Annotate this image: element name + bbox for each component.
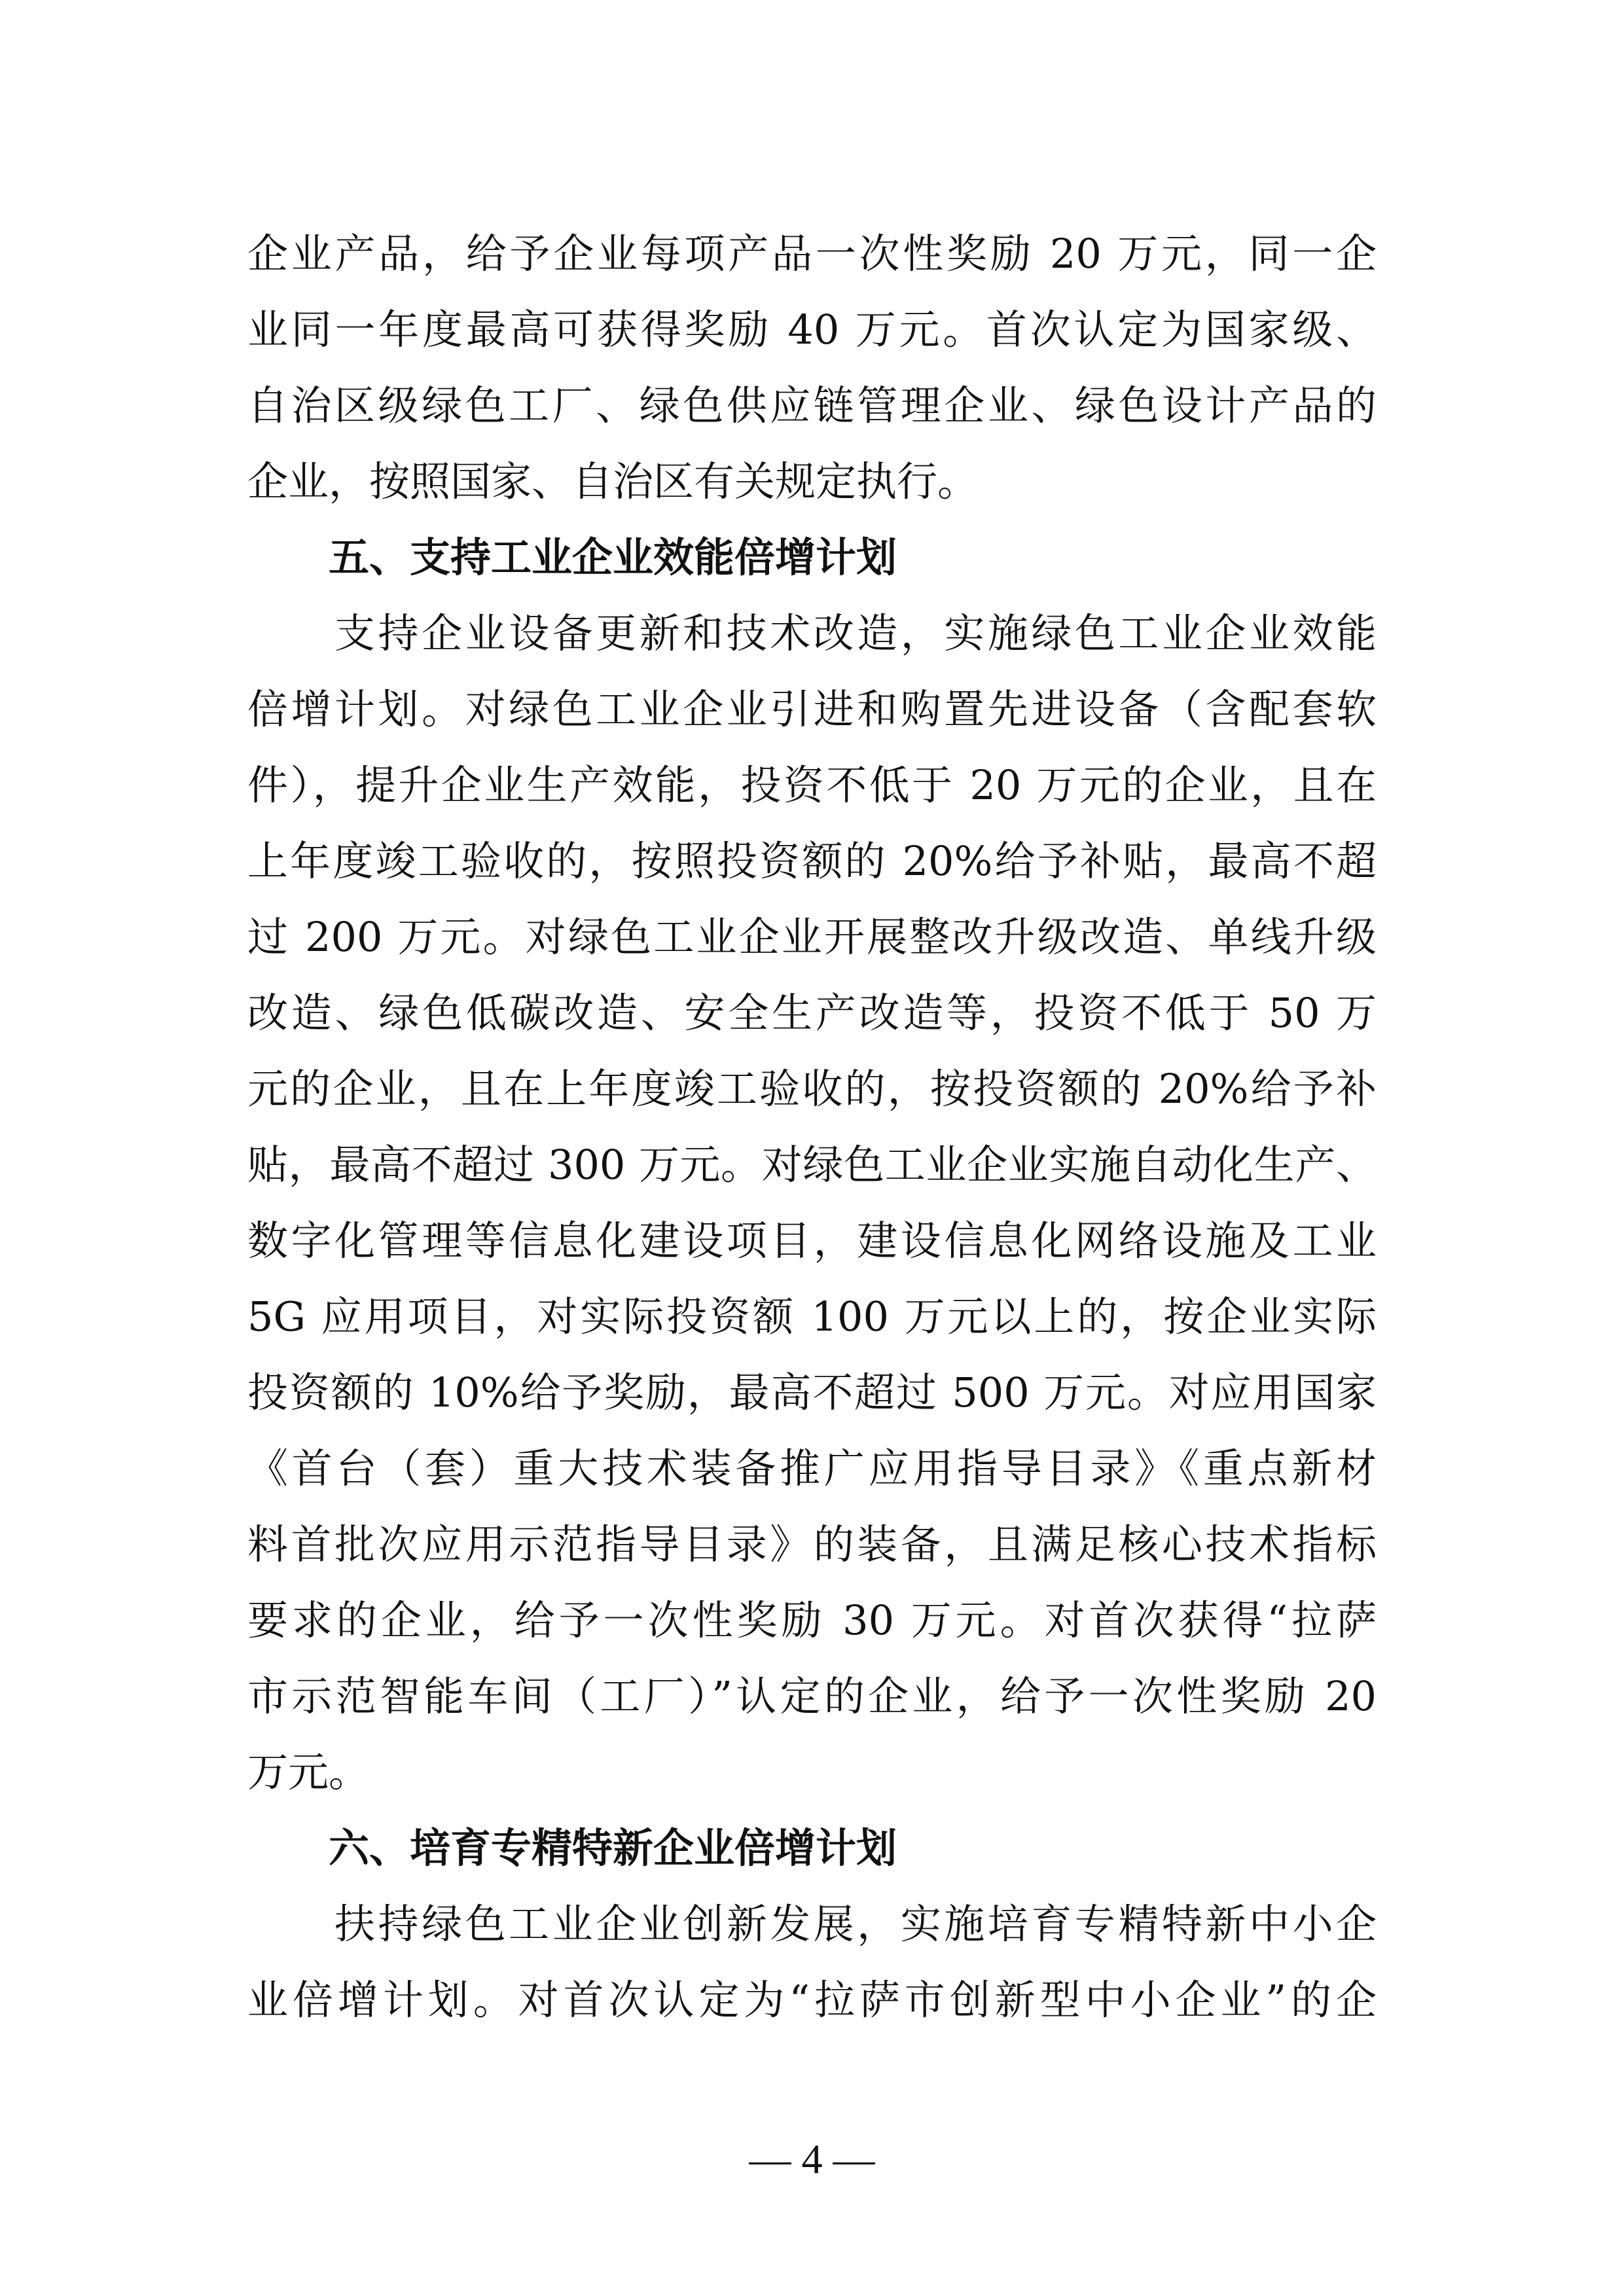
paragraph-line: 倍增计划。对绿色工业企业引进和购置先进设备（含配套软 [247, 685, 1377, 733]
paragraph-line: 件），提升企业生产效能，投资不低于 20 万元的企业，且在 [247, 761, 1377, 809]
paragraph-line: 上年度竣工验收的，按照投资额的 20%给予补贴，最高不超 [247, 837, 1377, 885]
paragraph-line: 贴，最高不超过 300 万元。对绿色工业企业实施自动化生产、 [247, 1141, 1377, 1189]
paragraph-line: 支持企业设备更新和技术改造，实施绿色工业企业效能 [247, 609, 1377, 657]
continuation-paragraph [247, 216, 1377, 520]
paragraph-line: 数字化管理等信息化建设项目，建设信息化网络设施及工业 [247, 1217, 1377, 1265]
page-number: — 4 — [749, 2136, 875, 2182]
paragraph-line: 要求的企业，给予一次性奖励 30 万元。对首次获得“拉萨 [247, 1596, 1377, 1644]
section-5-paragraph [247, 596, 1377, 1810]
paragraph-line: 自治区级绿色工厂、绿色供应链管理企业、绿色设计产品的 [247, 382, 1377, 429]
section-6-paragraph [247, 1886, 1377, 2038]
document-page [247, 216, 1377, 2038]
section-6-heading: 六、培育专精特新企业倍增计划 [329, 1824, 897, 1872]
paragraph-line: 企业产品，给予企业每项产品一次性奖励 20 万元，同一企 [247, 230, 1377, 278]
paragraph-line: 改造、绿色低碳改造、安全生产改造等，投资不低于 50 万 [247, 989, 1377, 1037]
paragraph-line: 过 200 万元。对绿色工业企业开展整改升级改造、单线升级 [247, 913, 1377, 961]
paragraph-line: 投资额的 10%给予奖励，最高不超过 500 万元。对应用国家 [247, 1369, 1377, 1416]
paragraph-line: 扶持绿色工业企业创新发展，实施培育专精特新中小企 [247, 1900, 1377, 1948]
paragraph-line: 市示范智能车间（工厂）”认定的企业，给予一次性奖励 20 [247, 1672, 1377, 1720]
paragraph-line: 5G 应用项目，对实际投资额 100 万元以上的，按企业实际 [247, 1293, 1377, 1340]
section-5-heading: 五、支持工业企业效能倍增计划 [329, 533, 897, 581]
paragraph-line: 业同一年度最高可获得奖励 40 万元。首次认定为国家级、 [247, 306, 1377, 353]
paragraph-line: 业倍增计划。对首次认定为“拉萨市创新型中小企业”的企 [247, 1976, 1377, 2024]
paragraph-line: 万元。 [247, 1748, 370, 1796]
paragraph-line: 料首批次应用示范指导目录》的装备，且满足核心技术指标 [247, 1520, 1377, 1568]
paragraph-line: 《首台（套）重大技术装备推广应用指导目录》《重点新材 [247, 1444, 1377, 1492]
paragraph-line: 企业，按照国家、自治区有关规定执行。 [247, 457, 979, 505]
paragraph-line: 元的企业，且在上年度竣工验收的，按投资额的 20%给予补 [247, 1065, 1377, 1113]
